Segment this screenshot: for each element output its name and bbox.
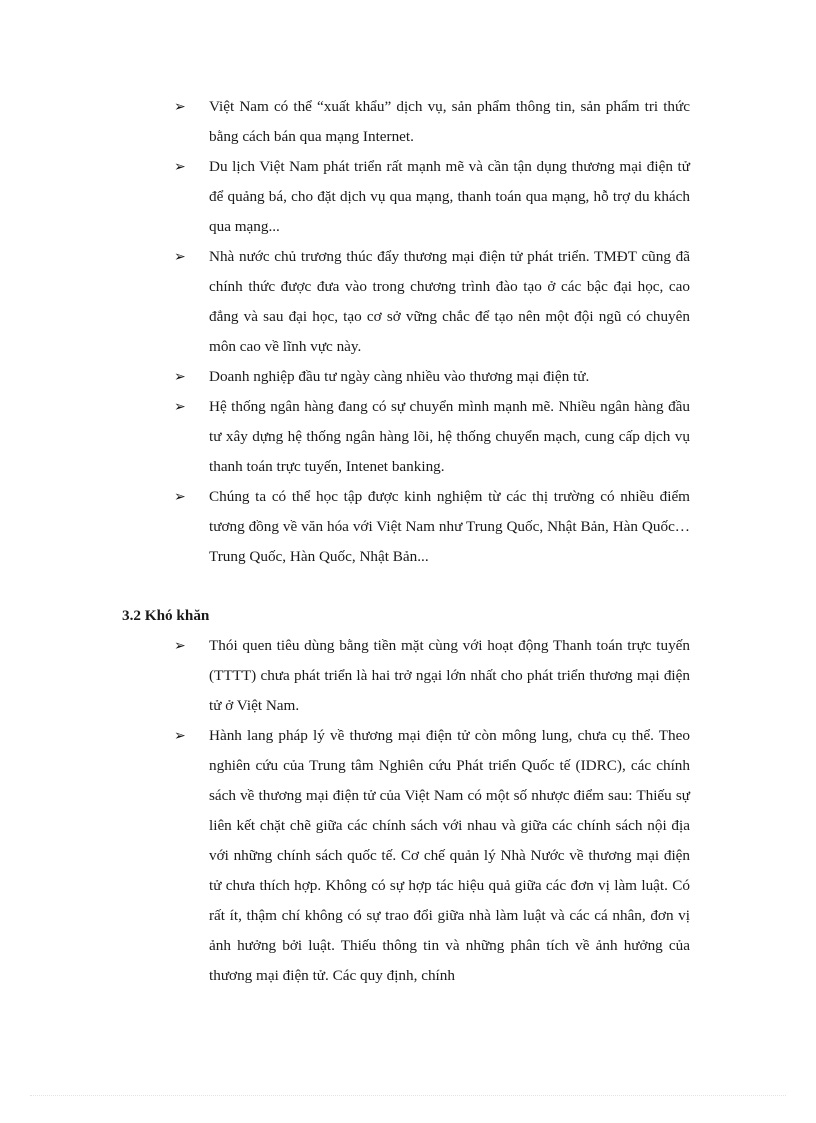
arrow-bullet-icon: ➢	[174, 249, 186, 265]
arrow-bullet-icon: ➢	[174, 159, 186, 175]
section-heading: 3.2 Khó khăn	[122, 607, 210, 624]
list-item	[170, 362, 690, 392]
list-item	[170, 721, 690, 991]
page-bottom-divider	[30, 1095, 786, 1096]
list-item-text: Hệ thống ngân hàng đang có sự chuyển mình mạnh mẽ. Nhiều ngân hàng đầu tư xây dựng hệ thống ngân hàng lõi, hệ thống chuyển mạch, cung cấp dịch vụ thanh toán trực tuyến, Intenet banking.	[209, 398, 690, 475]
list-item	[170, 152, 690, 242]
list-item	[170, 631, 690, 721]
arrow-bullet-icon: ➢	[174, 369, 186, 385]
difficulties-bullet-list	[170, 631, 690, 991]
list-item-text: Doanh nghiệp đầu tư ngày càng nhiều vào thương mại điện tử.	[209, 368, 590, 385]
list-item-text: Hành lang pháp lý về thương mại điện tử còn mông lung, chưa cụ thể. Theo nghiên cứu của Trung tâm Nghiên cứu Phát triển Quốc tế (IDRC), các chính sách về thương mại điện tử của Việt Nam có một số nhược điểm sau: Thiếu sự liên kết chặt chẽ giữa các chính sách với nhau và giữa các chính sách nội địa với những chính sách quốc tế. Cơ chế quản lý Nhà Nước về thương mại điện tử chưa thích hợp. Không có sự hợp tác hiệu quả giữa các đơn vị làm luật. Có rất ít, thậm chí không có sự trao đổi giữa nhà làm luật và các cá nhân, đơn vị ảnh hưởng bởi luật. Thiếu thông tin và những phân tích về ảnh hưởng của thương mại điện tử. Các quy định, chính	[209, 727, 690, 984]
list-item-text: Thói quen tiêu dùng bằng tiền mặt cùng với hoạt động Thanh toán trực tuyến (TTTT) chưa phát triển là hai trở ngại lớn nhất cho phát triển thương mại điện tử ở Việt Nam.	[209, 637, 690, 714]
list-item	[170, 92, 690, 152]
list-item	[170, 482, 690, 572]
arrow-bullet-icon: ➢	[174, 99, 186, 115]
list-item	[170, 242, 690, 362]
arrow-bullet-icon: ➢	[174, 728, 186, 744]
list-item-text: Du lịch Việt Nam phát triển rất mạnh mẽ và cần tận dụng thương mại điện tử để quảng bá, cho đặt dịch vụ qua mạng, thanh toán qua mạng, hỗ trợ du khách qua mạng...	[209, 158, 690, 235]
arrow-bullet-icon: ➢	[174, 399, 186, 415]
arrow-bullet-icon: ➢	[174, 489, 186, 505]
list-item-text: Việt Nam có thể “xuất khẩu” dịch vụ, sản phẩm thông tin, sản phẩm tri thức bằng cách bán qua mạng Internet.	[209, 98, 690, 145]
list-item-text: Chúng ta có thể học tập được kinh nghiệm từ các thị trường có nhiều điểm tương đồng về văn hóa với Việt Nam như Trung Quốc, Nhật Bản, Hàn Quốc… Trung Quốc, Hàn Quốc, Nhật Bản...	[209, 488, 690, 565]
list-item-text: Nhà nước chủ trương thúc đẩy thương mại điện tử phát triển. TMĐT cũng đã chính thức được đưa vào trong chương trình đào tạo ở các bậc đại học, cao đẳng và sau đại học, tạo cơ sở vững chắc để tạo nên một đội ngũ có chuyên môn cao về lĩnh vực này.	[209, 248, 690, 355]
list-item	[170, 392, 690, 482]
advantages-bullet-list	[170, 92, 690, 572]
arrow-bullet-icon: ➢	[174, 638, 186, 654]
